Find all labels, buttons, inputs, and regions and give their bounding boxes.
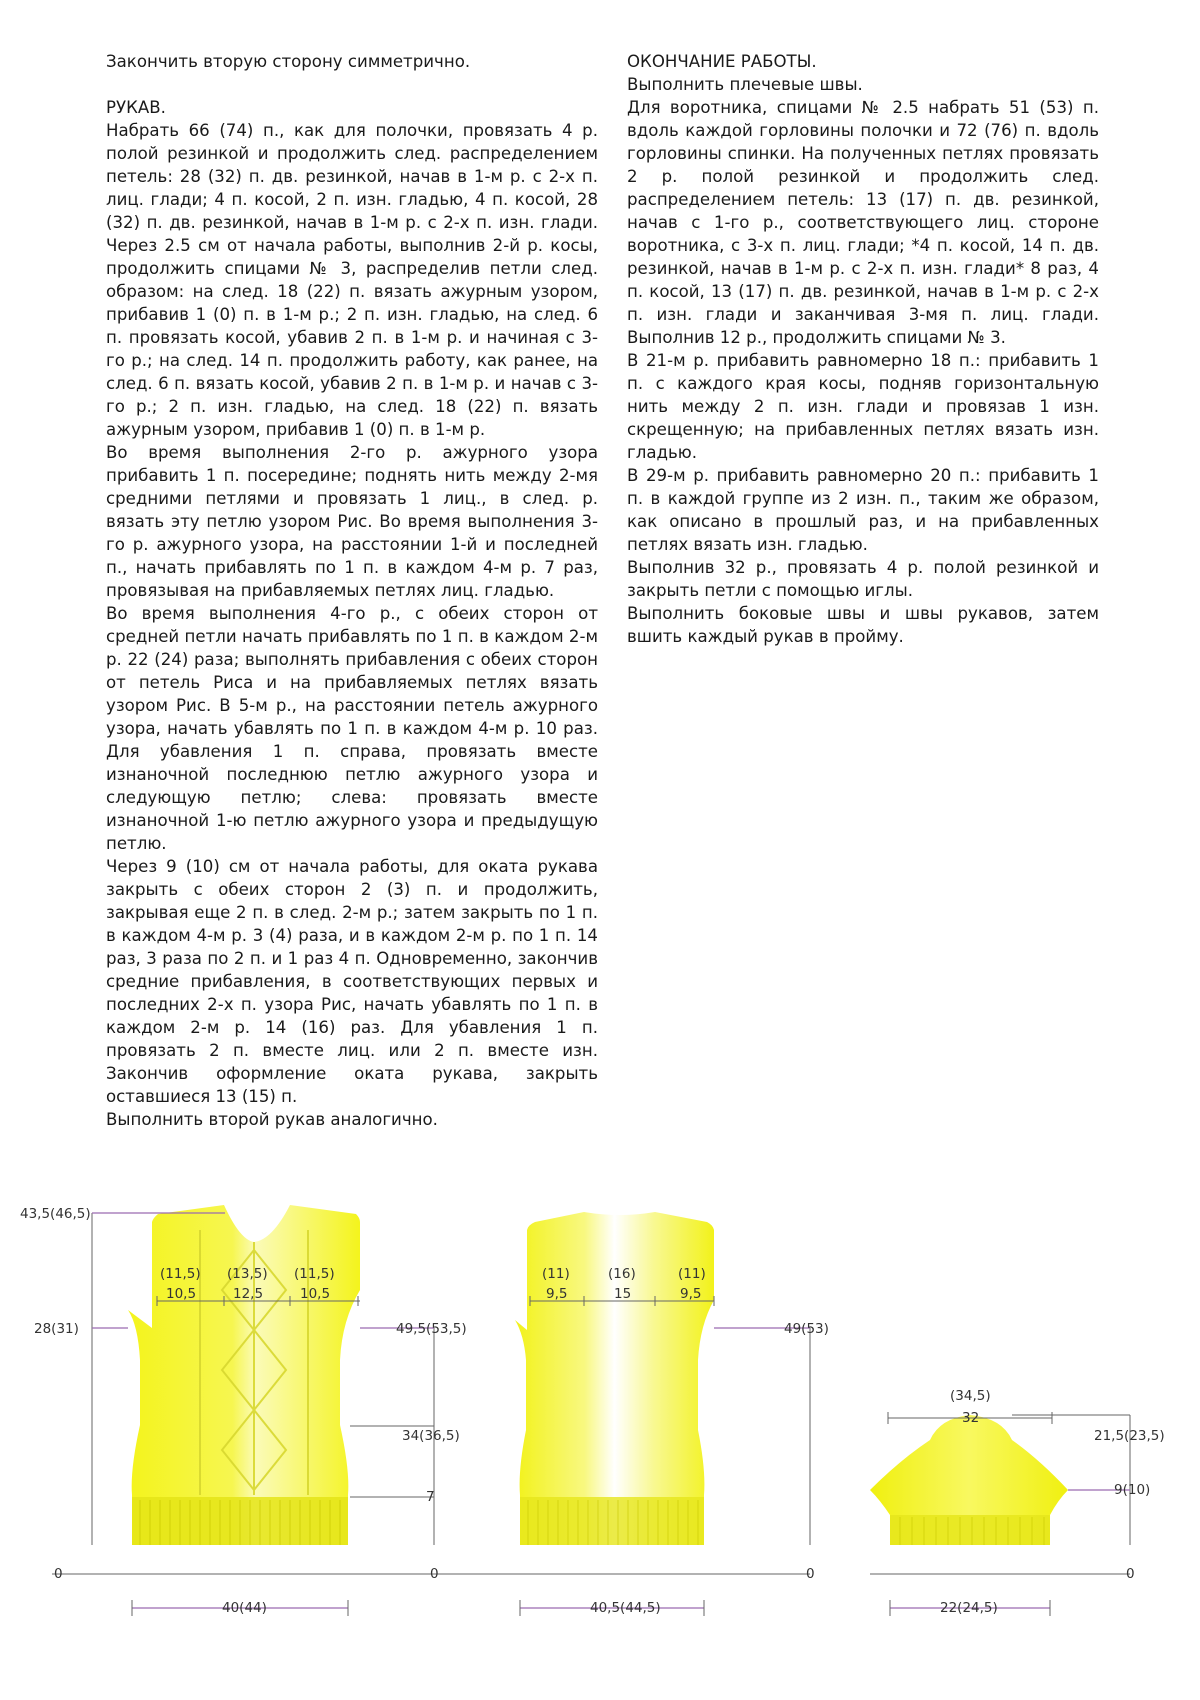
front-top-alt-2: (13,5) [227, 1266, 268, 1282]
back-top-3: 9,5 [680, 1286, 702, 1302]
sleeve-side-height: 9(10) [1114, 1482, 1151, 1498]
back-shape [515, 1212, 714, 1545]
back-zero: 0 [806, 1566, 815, 1582]
left-paragraph: Через 9 (10) см от начала работы, для оката рукава закрыть с обеих сторон 2 (3) п. и продолжить, закрывая еще 2 п. в след. 2-м р.; затем закрыть по 1 п. в каждом 4-м р. 3 (4) раза, и в каждом 2-м р. по 1 п. 14 раз, 3 раза по 2 п. и 1 раз 4 п. Одновременно, закончив средние прибавления, в соответствующих первых и последних 2-х п. узора Рис, начать убавлять по 1 п. в каждом 2-м р. 14 (16) раз. Для убавления 1 п. провязать 2 п. вместе лиц. или 2 п. вместе изн. Закончив оформление оката рукава, закрыть оставшиеся 13 (15) п. [106, 857, 598, 1106]
section-heading-finishing: ОКОНЧАНИЕ РАБОТЫ. [627, 52, 817, 71]
left-paragraph: Выполнить второй рукав аналогично. [106, 1110, 438, 1129]
front-side-height: 28(31) [34, 1321, 79, 1337]
left-paragraph: Набрать 66 (74) п., как для полочки, провязать 4 р. полой резинкой и продолжить след. распределением петель: 28 (32) п. дв. резинкой, начав в 1-м р. с 2-х п. лиц. глади; 4 п. косой, 2 п. изн. гладью, 4 п. косой, 28 (32) п. дв. резинкой, начав в 1-м р. с 2-х п. изн. глади. Через 2.5 см от начала работы, выполнив 2-й р. косы, продолжить спицами № 3, распределив петли след. образом: на след. 18 (22) п. вязать ажурным узором, прибавив 1 (0) п. в 1-м р.; 2 п. изн. гладью, на след. 6 п. провязать косой, убавив 2 п. в 1-м р. и начиная с 3-го р.; на след. 14 п. продолжить работу, как ранее, на след. 6 п. вязать косой, убавив 2 п. в 1-м р. и начав с 3-го р.; 2 п. изн. гладью, на след. 18 (22) п. вязать ажурным узором, прибавив 1 (0) п. в 1-м р. [106, 121, 598, 439]
right-paragraph: Выполнить плечевые швы. [627, 75, 863, 94]
front-zero-right: 0 [430, 1566, 439, 1582]
sleeve-width: 22(24,5) [940, 1600, 998, 1616]
back-height: 49(53) [784, 1321, 829, 1337]
right-paragraph: Для воротника, спицами № 2.5 набрать 51 (53) п. вдоль каждой горловины полочки и 72 (76) п. вдоль горловины спинки. На полученных петлях провязать 2 р. полой резинкой и продолжить след. распределением петель: 13 (17) п. дв. резинкой, начав с 1-го р., соответствующего лиц. стороне воротника, с 3-х п. лиц. глади; *4 п. косой, 14 п. дв. резинкой, начав в 1-м р. с 2-х п. изн. глади* 8 раз, 4 п. косой, 13 (17) п. дв. резинкой, начав в 1-м р. с 2-х п. изн. глади и заканчивая 3-мя п. лиц. глади. Выполнив 12 р., продолжить спицами № 3. [627, 98, 1099, 347]
front-shoulder-height: 49,5(53,5) [396, 1321, 467, 1337]
front-top-3: 10,5 [300, 1286, 331, 1302]
front-top-2: 12,5 [233, 1286, 264, 1302]
right-paragraph: В 29-м р. прибавить равномерно 20 п.: прибавить 1 п. в каждой группе из 2 изн. п., таким же образом, как описано в прошлый раз, и на прибавленных петлях вязать изн. гладью. [627, 466, 1099, 554]
back-top-alt-1: (11) [542, 1266, 570, 1282]
front-armhole-height: 34(36,5) [402, 1428, 460, 1444]
front-diagram [128, 1205, 360, 1545]
sleeve-ribbing [890, 1515, 1050, 1545]
back-top-2: 15 [614, 1286, 632, 1302]
left-paragraph: Во время выполнения 4-го р., с обеих сторон от средней петли начать прибавлять по 1 п. в каждом 2-м р. 22 (24) раза; выполнять прибавления с обеих сторон от петель Риса и на прибавляемых петлях вязать узором Рис. В 5-м р., на расстоянии петель ажурного узора, начать убавлять по 1 п. в каждом 4-м р. 10 раз. Для убавления 1 п. справа, провязать вместе изнаночной последнюю петлю ажурного узора и следующую петлю; слева: провязать вместе изнаночной 1-ю петлю ажурного узора и предыдущую петлю. [106, 604, 598, 853]
right-paragraph: Выполнив 32 р., провязать 4 р. полой резинкой и закрыть петли с помощью иглы. [627, 558, 1099, 600]
sleeve-diagram [870, 1415, 1068, 1545]
sleeve-zero: 0 [1126, 1566, 1135, 1582]
back-top-alt-2: (16) [608, 1266, 636, 1282]
sleeve-top: 32 [962, 1410, 980, 1426]
back-top-alt-3: (11) [678, 1266, 706, 1282]
back-diagram [515, 1212, 714, 1545]
back-top-1: 9,5 [546, 1286, 568, 1302]
sleeve-top-alt: (34,5) [950, 1388, 991, 1404]
front-top-alt-3: (11,5) [294, 1266, 335, 1282]
sleeve-cap-height: 21,5(23,5) [1094, 1428, 1165, 1444]
front-shape [128, 1205, 360, 1545]
front-neck-depth: 43,5(46,5) [20, 1206, 91, 1222]
front-width: 40(44) [222, 1600, 267, 1616]
back-width: 40,5(44,5) [590, 1600, 661, 1616]
front-rib-height: 7 [426, 1489, 435, 1505]
right-paragraph: Выполнить боковые швы и швы рукавов, затем вшить каждый рукав в пройму. [627, 604, 1099, 646]
left-paragraph: Закончить вторую сторону симметрично. [106, 52, 471, 71]
front-top-1: 10,5 [166, 1286, 197, 1302]
section-heading-sleeve: РУКАВ. [106, 98, 166, 117]
front-zero-left: 0 [54, 1566, 63, 1582]
front-top-alt-1: (11,5) [160, 1266, 201, 1282]
right-paragraph: В 21-м р. прибавить равномерно 18 п.: прибавить 1 п. с каждого края косы, подняв горизонтальную нить между 2 п. изн. глади и провязав 1 изн. скрещенную; на прибавленных петлях вязать изн. гладью. [627, 351, 1099, 462]
left-paragraph: Во время выполнения 2-го р. ажурного узора прибавить 1 п. посередине; поднять нить между 2-мя средними петлями и провязать 1 лиц., в след. р. вязать эту петлю узором Рис. Во время выполнения 3-го р. ажурного узора, на расстоянии 1-й и последней п., начать прибавлять по 1 п. в каждом 4-м р. 7 раз, провязывая на прибавляемых петлях лиц. гладью. [106, 443, 598, 600]
